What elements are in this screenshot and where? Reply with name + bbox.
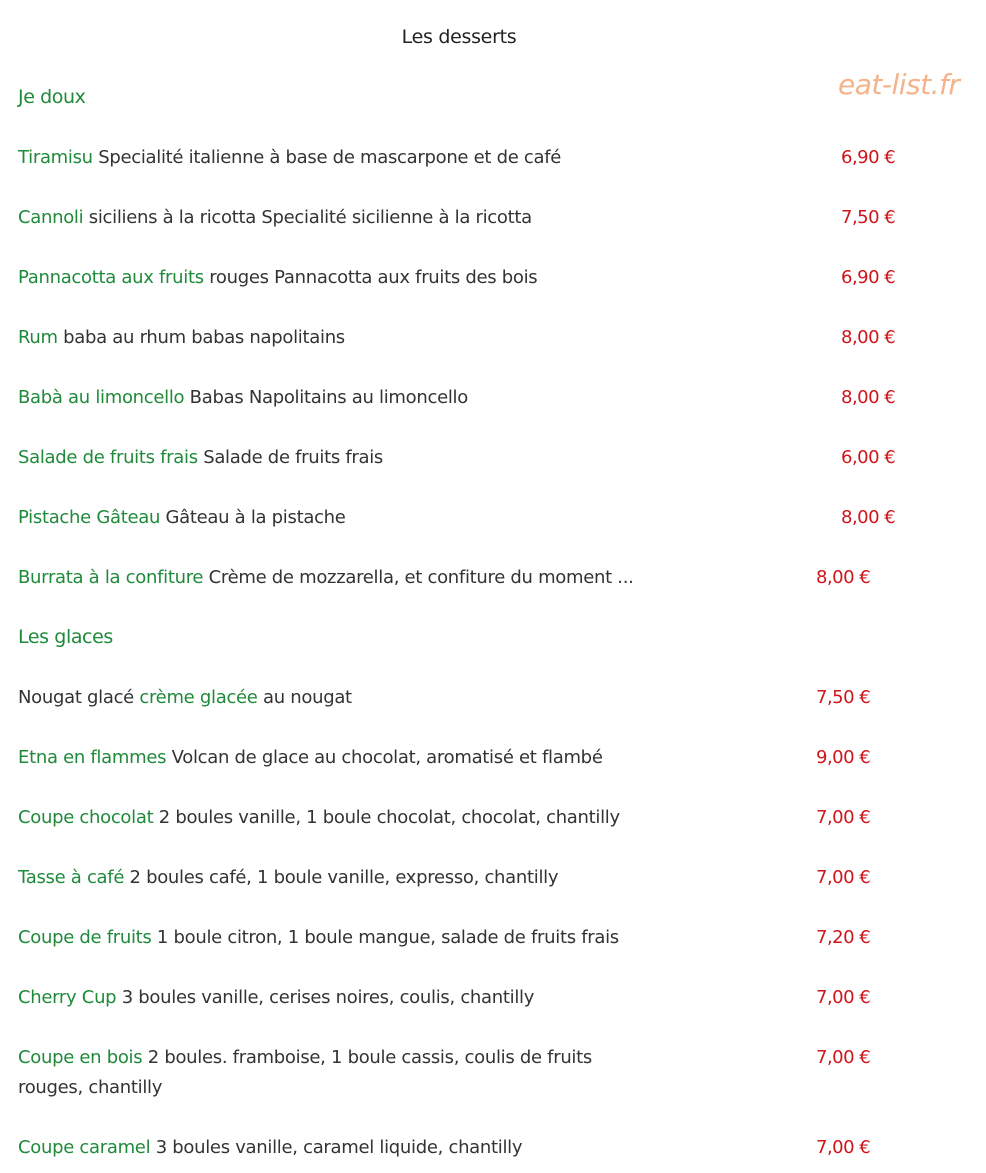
- item-name: crème glacée: [139, 687, 258, 708]
- item-name: Coupe chocolat: [18, 807, 154, 828]
- item-name: Burrata à la confiture: [18, 567, 204, 588]
- menu-item: [18, 923, 619, 953]
- item-description: 2 boules café, 1 boule vanille, expresso, chantilly: [124, 867, 559, 888]
- menu-item: [18, 1133, 522, 1163]
- item-price: 7,00 €: [816, 1137, 871, 1158]
- item-description: Gâteau à la pistache: [160, 507, 346, 528]
- item-name: Cannoli: [18, 207, 84, 228]
- item-description: 2 boules vanille, 1 boule chocolat, chocolat, chantilly: [153, 807, 620, 828]
- item-name: Pannacotta aux fruits: [18, 267, 204, 288]
- item-name: Coupe caramel: [18, 1137, 151, 1158]
- item-description: 3 boules vanille, cerises noires, coulis, chantilly: [116, 987, 535, 1008]
- item-name: Tiramisu: [18, 147, 93, 168]
- item-name: Coupe en bois: [18, 1047, 143, 1068]
- item-name: Cherry Cup: [18, 987, 117, 1008]
- item-description: Volcan de glace au chocolat, aromatisé et flambé: [166, 747, 603, 768]
- item-price: 7,00 €: [816, 1047, 871, 1068]
- section-heading-je-doux: Je doux: [18, 86, 86, 108]
- item-description: 3 boules vanille, caramel liquide, chantilly: [150, 1137, 523, 1158]
- item-description: Salade de fruits frais: [197, 447, 383, 468]
- item-price: 7,00 €: [816, 807, 871, 828]
- watermark-logo: eat-list.fr: [838, 68, 960, 101]
- item-description: Babas Napolitains au limoncello: [184, 387, 468, 408]
- menu-item: [18, 383, 468, 413]
- page-title: Les desserts: [401, 26, 517, 48]
- item-prefix: Nougat glacé: [18, 687, 140, 708]
- item-price: 6,00 €: [841, 447, 896, 468]
- item-price: 7,00 €: [816, 867, 871, 888]
- item-price: 6,90 €: [841, 267, 896, 288]
- item-name: Pistache Gâteau: [18, 507, 161, 528]
- item-name: Etna en flammes: [18, 747, 167, 768]
- item-name: Salade de fruits frais: [18, 447, 198, 468]
- item-description: siciliens à la ricotta Specialité sicilienne à la ricotta: [83, 207, 532, 228]
- menu-item: [18, 563, 634, 593]
- item-description: au nougat: [257, 687, 352, 708]
- item-price: 8,00 €: [841, 507, 896, 528]
- item-name: Babà au limoncello: [18, 387, 185, 408]
- item-name: Coupe de fruits: [18, 927, 152, 948]
- section-heading-les-glaces: Les glaces: [18, 626, 113, 648]
- item-price: 7,50 €: [816, 687, 871, 708]
- menu-item: [18, 143, 561, 173]
- item-price: 7,20 €: [816, 927, 871, 948]
- item-price: 9,00 €: [816, 747, 871, 768]
- menu-item: [18, 683, 352, 713]
- menu-item: [18, 443, 383, 473]
- menu-item: [18, 503, 346, 533]
- menu-item: [18, 323, 345, 353]
- item-name: Tasse à café: [18, 867, 125, 888]
- menu-item: [18, 263, 537, 293]
- item-price: 8,00 €: [841, 387, 896, 408]
- item-price: 7,50 €: [841, 207, 896, 228]
- item-description: baba au rhum babas napolitains: [57, 327, 345, 348]
- item-price: 7,00 €: [816, 987, 871, 1008]
- item-price: 8,00 €: [816, 567, 871, 588]
- item-description: rouges Pannacotta aux fruits des bois: [203, 267, 538, 288]
- item-description: 2 boules. framboise, 1 boule cassis, coulis de fruits rouges, chantilly: [18, 1047, 592, 1098]
- menu-item: [18, 203, 532, 233]
- menu-item: [18, 803, 620, 833]
- item-price: 8,00 €: [841, 327, 896, 348]
- menu-item: [18, 863, 558, 893]
- menu-item: [18, 743, 603, 773]
- item-description: Specialité italienne à base de mascarpone et de café: [92, 147, 562, 168]
- item-price: 6,90 €: [841, 147, 896, 168]
- menu-item: [18, 983, 534, 1013]
- item-description: 1 boule citron, 1 boule mangue, salade de fruits frais: [151, 927, 619, 948]
- item-description: Crème de mozzarella, et confiture du moment ...: [203, 567, 634, 588]
- menu-item: [18, 1043, 658, 1103]
- item-name: Rum: [18, 327, 58, 348]
